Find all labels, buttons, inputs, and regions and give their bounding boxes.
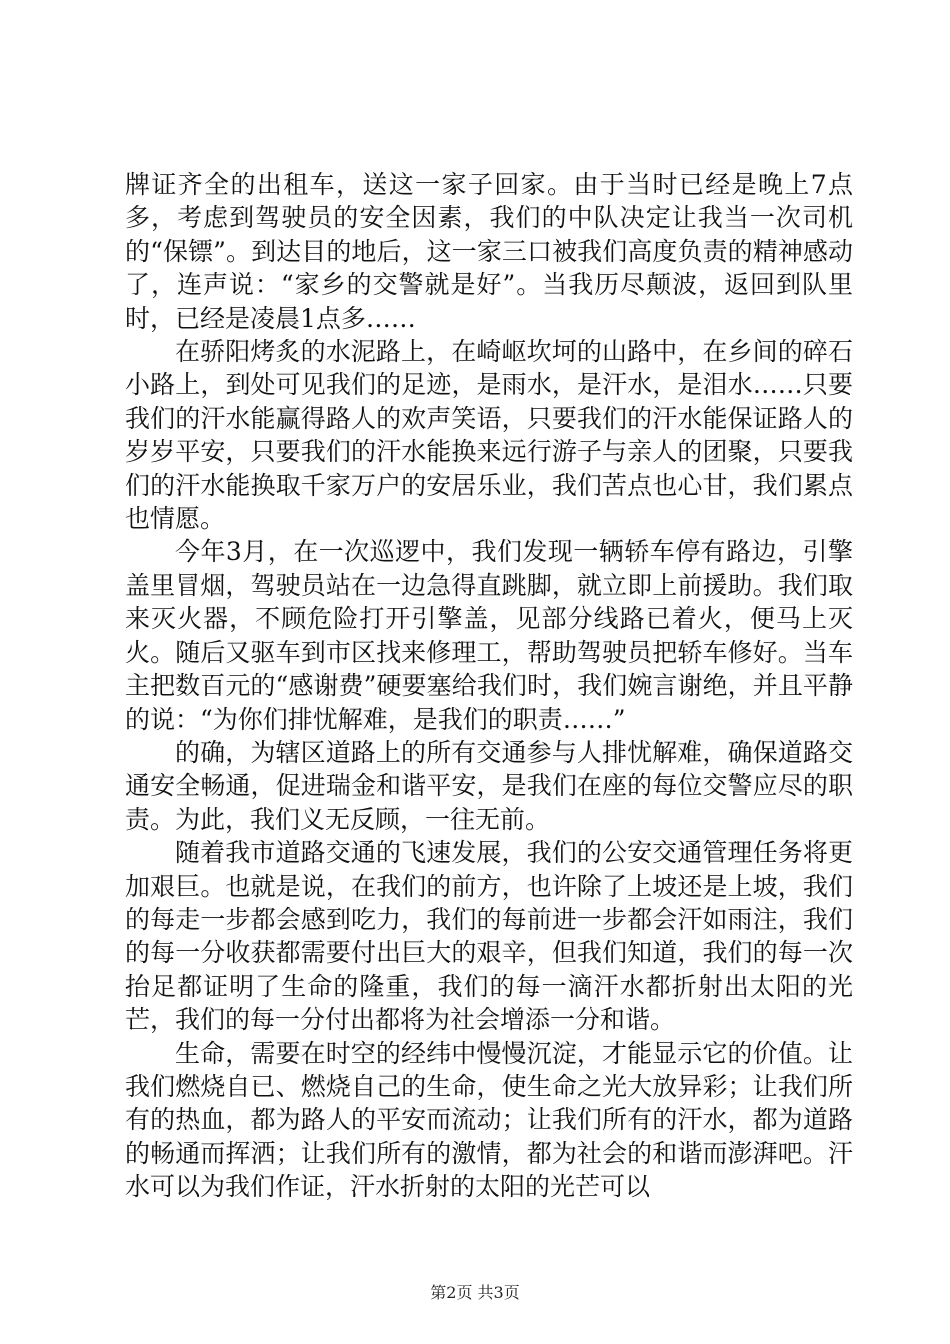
paragraph: 牌证齐全的出租车，送这一家子回家。由于当时已经是晚上7点多，考虑到驾驶员的安全因素，我们的中队决定让我当一次司机的“保镖”。到达目的地后，这一家三口被我们高度负责的精神感动了，连声说：“家乡的交警就是好”。当我历尽颠波，返回到队里时，已经是凌晨1点多……: [125, 170, 853, 333]
paragraph: 的确，为辖区道路上的所有交通参与人排忧解难，确保道路交通安全畅通，促进瑞金和谐平安，是我们在座的每位交警应尽的职责。为此，我们义无反顾，一往无前。: [125, 737, 853, 834]
paragraph: 随着我市道路交通的飞速发展，我们的公安交通管理任务将更加艰巨。也就是说，在我们的前方，也许除了上坡还是上坡，我们的每走一步都会感到吃力，我们的每前进一步都会汗如雨注，我们的每一分收获都需要付出巨大的艰辛，但我们知道，我们的每一次抬足都证明了生命的隆重，我们的每一滴汗水都折射出太阳的光芒，我们的每一分付出都将为社会增添一分和谐。: [125, 838, 853, 1035]
paragraph: 今年3月，在一次巡逻中，我们发现一辆轿车停有路边，引擎盖里冒烟，驾驶员站在一边急得直跳脚，就立即上前援助。我们取来灭火器，不顾危险打开引擎盖，见部分线路已着火，便马上灭火。随后又驱车到市区找来修理工，帮助驾驶员把轿车修好。当车主把数百元的“感谢费”硬要塞给我们时，我们婉言谢绝，并且平静的说：“为你们排忧解难，是我们的职责……”: [125, 537, 853, 734]
paragraph: 在骄阳烤炙的水泥路上，在崎岖坎坷的山路中，在乡间的碎石小路上，到处可见我们的足迹，是雨水，是汗水，是泪水……只要我们的汗水能赢得路人的欢声笑语，只要我们的汗水能保证路人的岁岁平安，只要我们的汗水能换来远行游子与亲人的团聚，只要我们的汗水能换取千家万户的安居乐业，我们苦点也心甘，我们累点也情愿。: [125, 337, 853, 534]
document-body: [125, 168, 853, 1204]
paragraph: 生命，需要在时空的经纬中慢慢沉淀，才能显示它的价值。让我们燃烧自已、燃烧自己的生命，使生命之光大放异彩；让我们所有的热血，都为路人的平安而流动；让我们所有的汗水，都为道路的畅通而挥洒；让我们所有的激情，都为社会的和谐而澎湃吧。汗水可以为我们作证，汗水折射的太阳的光芒可以: [125, 1038, 853, 1202]
page-footer: 第2页 共3页: [430, 1283, 520, 1302]
